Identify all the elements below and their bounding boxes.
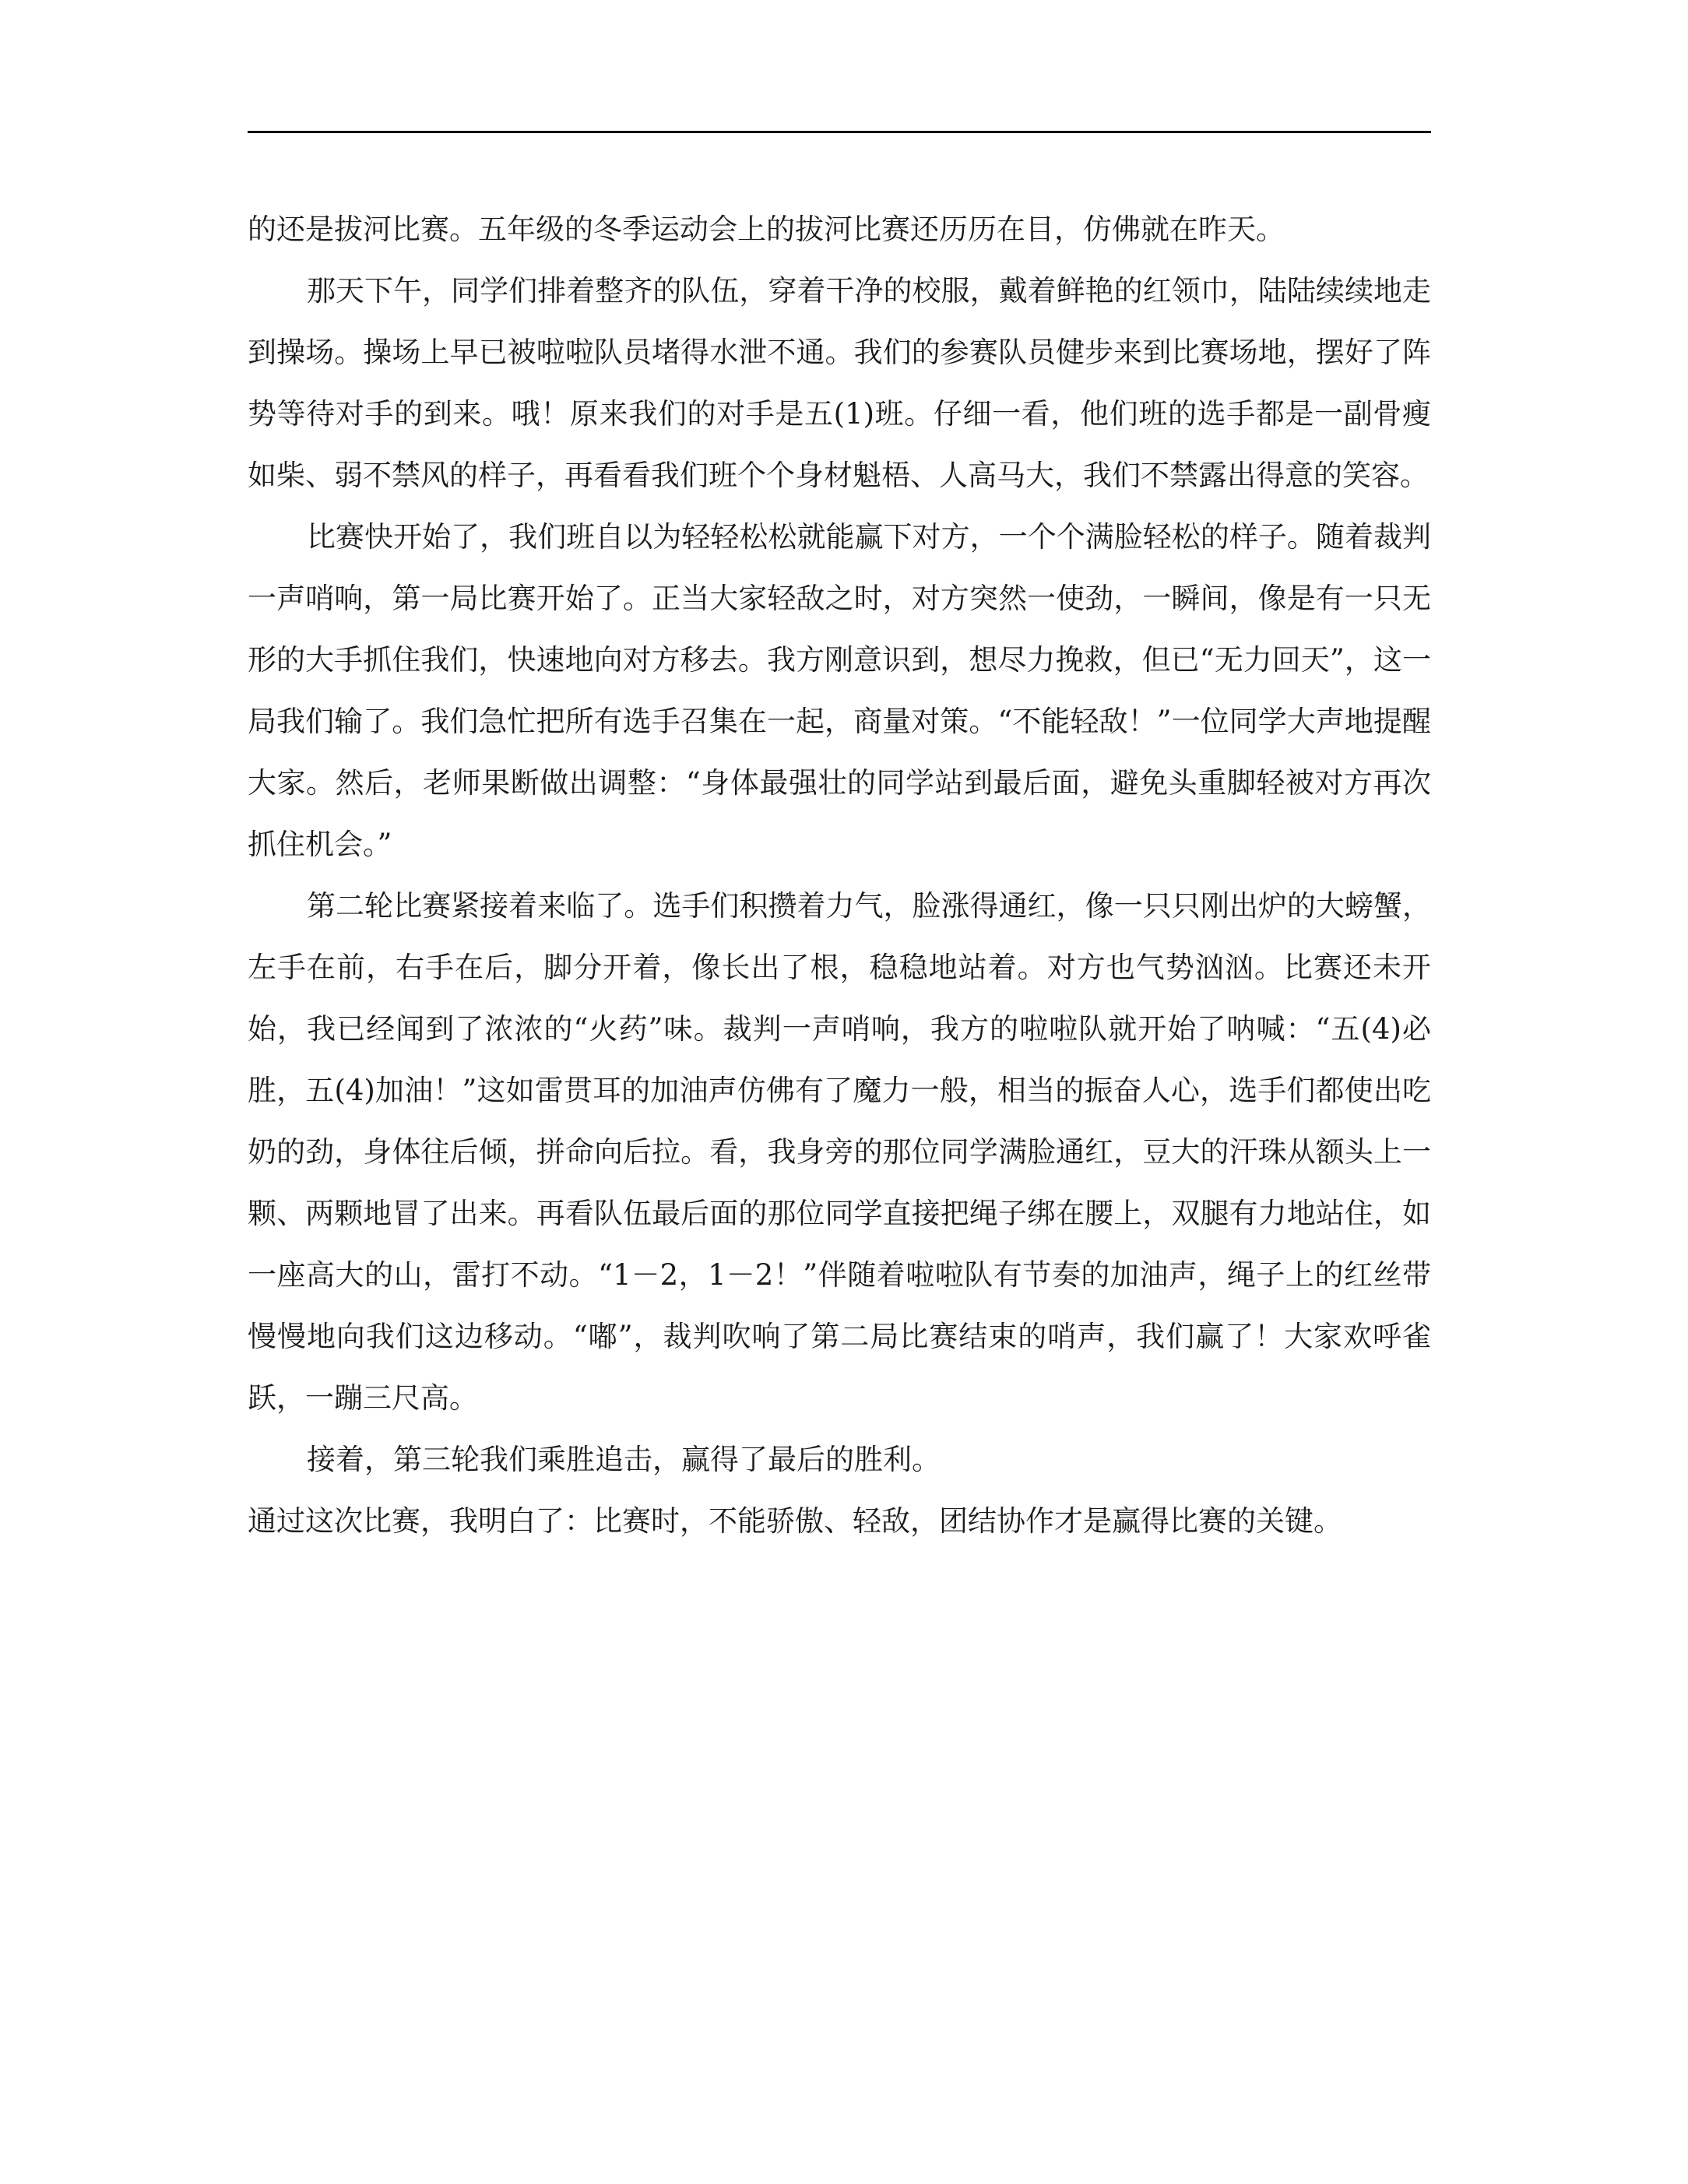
paragraph-conclusion: 通过这次比赛，我明白了：比赛时，不能骄傲、轻敌，团结协作才是赢得比赛的关键。 — [248, 1504, 1342, 1538]
paragraph-arrival: 那天下午，同学们排着整齐的队伍，穿着干净的校服，戴着鲜艳的红领巾，陆陆续续地走到操场。操场上早已被啦啦队员堵得水泄不通。我们的参赛队员健步来到比赛场地，摆好了阵势等待对手的到来。哦！原来我们的对手是五(1)班。仔细一看，他们班的选手都是一副骨瘦如柴、弱不禁风的样子，再看看我们班个个身材魁梧、人高马大，我们不禁露出得意的笑容。 — [248, 274, 1431, 492]
paragraph-third-round: 接着，第三轮我们乘胜追击，赢得了最后的胜利。 — [307, 1443, 941, 1476]
paragraph-continued: 的还是拔河比赛。五年级的冬季运动会上的拔河比赛还历历在目，仿佛就在昨天。 — [248, 213, 1285, 246]
paragraph-second-round: 第二轮比赛紧接着来临了。选手们积攒着力气，脸涨得通红，像一只只刚出炉的大螃蟹，左手在前，右手在后，脚分开着，像长出了根，稳稳地站着。对方也气势汹汹。比赛还未开始，我已经闻到了浓浓的“火药”味。裁判一声哨响，我方的啦啦队就开始了呐喊：“五(4)必胜，五(4)加油！”这如雷贯耳的加油声仿佛有了魔力一般，相当的振奋人心，选手们都使出吃奶的劲，身体往后倾，拼命向后拉。看，我身旁的那位同学满脸通红，豆大的汗珠从额头上一颗、两颗地冒了出来。再看队伍最后面的那位同学直接把绳子绑在腰上，双腿有力地站住，如一座高大的山，雷打不动。“1－2，1－2！”伴随着啦啦队有节奏的加油声，绳子上的红丝带慢慢地向我们这边移动。“嘟”，裁判吹响了第二局比赛结束的哨声，我们赢了！大家欢呼雀跃，一蹦三尺高。 — [248, 889, 1431, 1415]
paragraph-first-round: 比赛快开始了，我们班自以为轻轻松松就能赢下对方，一个个满脸轻松的样子。随着裁判一声哨响，第一局比赛开始了。正当大家轻敌之时，对方突然一使劲，一瞬间，像是有一只无形的大手抓住我们，快速地向对方移去。我方刚意识到，想尽力挽救，但已“无力回天”，这一局我们输了。我们急忙把所有选手召集在一起，商量对策。“不能轻敌！”一位同学大声地提醒大家。然后，老师果断做出调整：“身体最强壮的同学站到最后面，避免头重脚轻被对方再次抓住机会。” — [248, 520, 1431, 861]
header-rule — [248, 131, 1431, 133]
essay-body — [248, 199, 1431, 1552]
